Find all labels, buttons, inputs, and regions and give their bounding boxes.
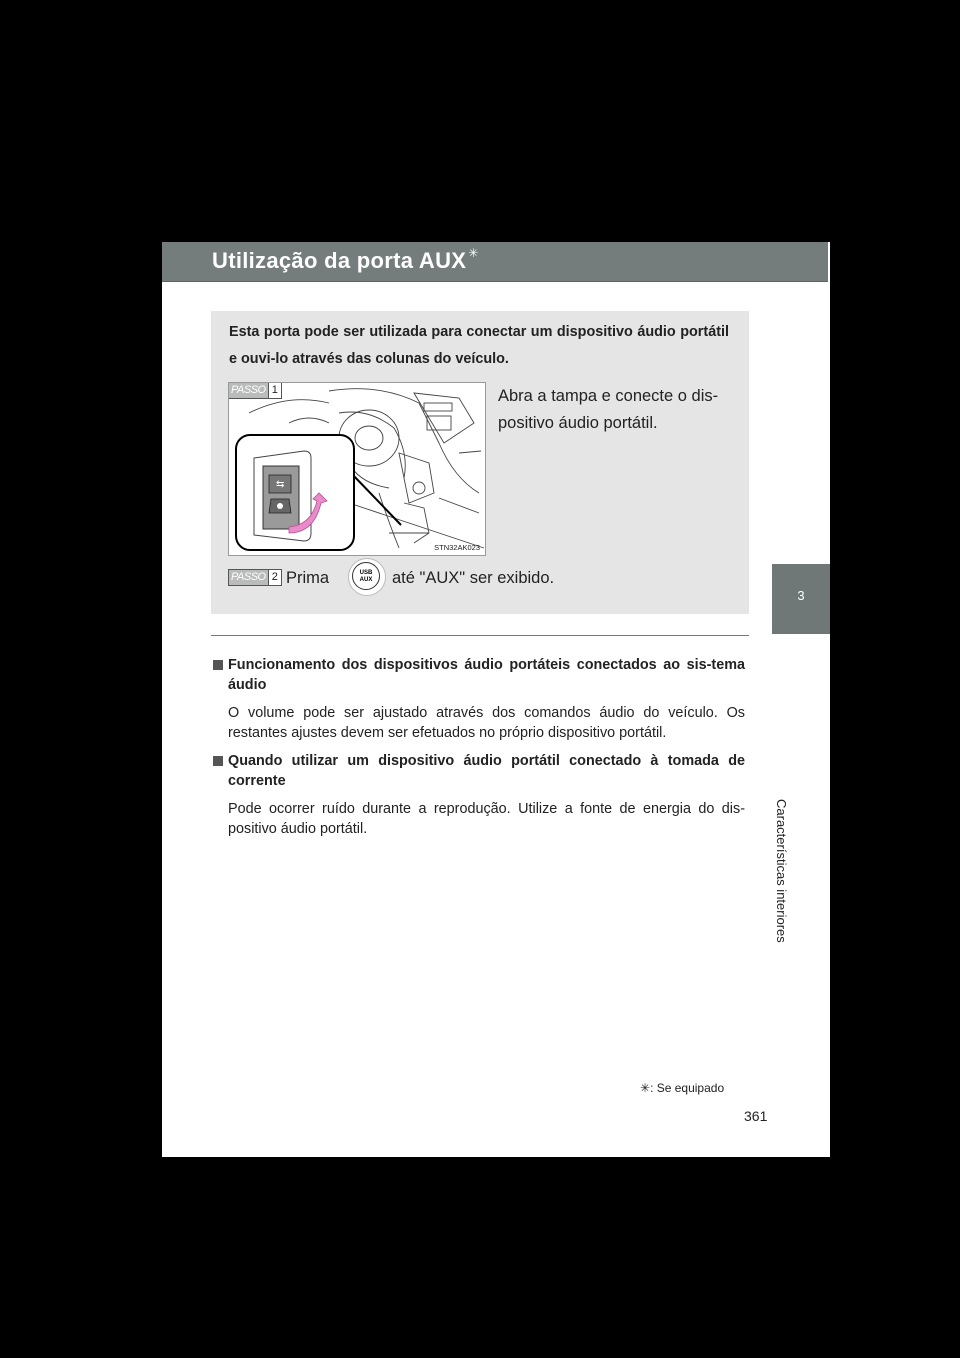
step1-badge-label: PASSO (231, 384, 266, 396)
aux-label: AUX (359, 577, 373, 583)
manual-page (162, 242, 830, 1157)
step2-badge (228, 569, 282, 586)
notes-section (213, 655, 745, 847)
section-header (162, 242, 828, 282)
step2-row (228, 558, 738, 598)
dashboard-drawing (229, 383, 485, 555)
usb-label: USB (359, 570, 373, 576)
aux-port-illustration (228, 382, 486, 556)
chapter-number: 3 (797, 588, 805, 603)
svg-text:⇆: ⇆ (276, 479, 285, 490)
step2-suffix: até "AUX" ser exibido. (392, 569, 555, 587)
equipment-mark-icon: ✳ (468, 246, 479, 260)
note-body: Pode ocorrer ruído durante a reprodução. Utilize a fonte de energia do dis-positivo áudio portátil. (228, 801, 745, 837)
equipment-mark-icon: ✳ (640, 1081, 651, 1095)
usb-aux-button-face (352, 562, 380, 590)
chapter-label-text: Características interiores (774, 799, 789, 943)
note-title (213, 751, 745, 791)
section-title (212, 248, 479, 274)
step1-text: Abra a tampa e conecte o dis-positivo áudio portátil. (498, 387, 719, 432)
step1-badge (228, 382, 282, 399)
section-title-text: Utilização da porta AUX (212, 248, 467, 273)
bullet-square-icon (213, 660, 223, 670)
note-title-text: Funcionamento dos dispositivos áudio portáteis conectados ao sis-tema áudio (228, 657, 745, 693)
footnote-text: : Se equipado (650, 1081, 725, 1095)
intro-text: Esta porta pode ser utilizada para conectar um dispositivo áudio portátil e ouvi-lo através das colunas do veículo. (229, 324, 729, 367)
note-title (213, 655, 745, 695)
divider (211, 635, 749, 636)
usb-aux-button-icon (348, 558, 386, 596)
step2-prefix: Prima (286, 569, 330, 587)
note-title-text: Quando utilizar um dispositivo áudio portátil conectado à tomada de corrente (228, 753, 745, 789)
step2-badge-label: PASSO (231, 571, 266, 583)
chapter-tab (772, 564, 830, 634)
bullet-square-icon (213, 756, 223, 766)
step2-badge-number: 2 (268, 570, 281, 585)
footnote (640, 1081, 724, 1095)
step1-badge-number: 1 (268, 383, 281, 398)
procedure-box (211, 311, 749, 614)
note-body: O volume pode ser ajustado através dos comandos áudio do veículo. Os restantes ajustes devem ser efetuados no próprio dispositivo portátil. (228, 705, 745, 741)
figure-code: STN32AK023 (434, 543, 480, 552)
page-number: 361 (744, 1108, 768, 1124)
